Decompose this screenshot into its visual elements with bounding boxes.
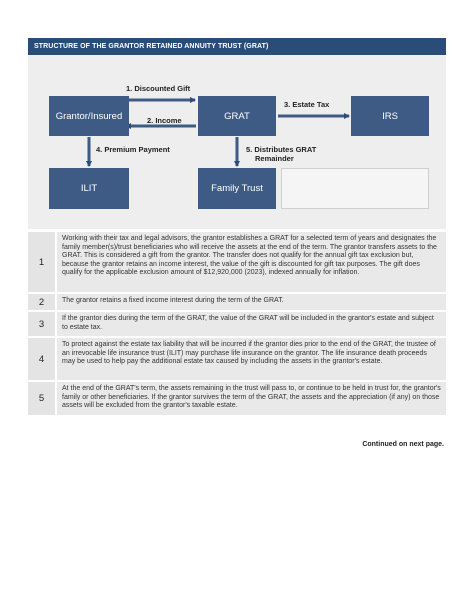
label-distributes-line1: 5. Distributes GRAT: [246, 145, 317, 154]
box-family-trust: Family Trust: [198, 168, 276, 209]
box-grat: GRAT: [198, 96, 276, 136]
row-number: 3: [28, 312, 55, 336]
label-distributes-line2: Remainder: [255, 154, 294, 163]
label-discounted-gift: 1. Discounted Gift: [126, 84, 191, 93]
box-ilit: ILIT: [49, 168, 129, 209]
row-number: 1: [28, 232, 55, 292]
table-row: [28, 294, 446, 310]
row-text: To protect against the estate tax liability that will be incurred if the grantor dies prior to the end of the GRAT, the trustee of an irrevocable life insurance trust (ILIT) may purchase life insurance on the grantor. The life insurance death proceeds may be used to help pay the additional estate tax caused by including the assets in the grantor's estate.: [57, 338, 446, 380]
explanation-table: [28, 232, 446, 417]
continued-note: Continued on next page.: [362, 441, 444, 448]
table-row: [28, 338, 446, 380]
row-number: 4: [28, 338, 55, 380]
table-row: [28, 312, 446, 336]
label-income: 2. Income: [147, 116, 182, 125]
table-row: [28, 382, 446, 415]
box-empty-placeholder: [281, 168, 429, 209]
box-grantor: Grantor/Insured: [49, 96, 129, 136]
row-number: 5: [28, 382, 55, 415]
label-estate-tax: 3. Estate Tax: [284, 100, 330, 109]
table-row: [28, 232, 446, 292]
row-text: The grantor retains a fixed income interest during the term of the GRAT.: [57, 294, 446, 310]
box-irs: IRS: [351, 96, 429, 136]
row-text: If the grantor dies during the term of the GRAT, the value of the GRAT will be included in the grantor's estate and subject to estate tax.: [57, 312, 446, 336]
row-number: 2: [28, 294, 55, 310]
section-title: STRUCTURE OF THE GRANTOR RETAINED ANNUITY TRUST (GRAT): [28, 38, 446, 55]
label-premium-payment: 4. Premium Payment: [96, 145, 170, 154]
grat-structure-diagram: [28, 55, 446, 230]
row-text: At the end of the GRAT's term, the assets remaining in the trust will pass to, or continue to be held in trust for, the grantor's family or other beneficiaries. If the grantor survives the term of the GRAT, the assets and the appreciation (if any) on those assets will be excluded from the grantor's taxable estate.: [57, 382, 446, 415]
row-text: Working with their tax and legal advisors, the grantor establishes a GRAT for a selected term of years and designates the family member(s)/trust beneficiaries who will receive the assets at the end of the term. The grantor transfers assets to the GRAT. This is considered a gift from the grantor. The transfer does not qualify for the annual gift tax exclusion but, because the grantor retains an income interest, the value of the gift is discounted for gift tax purposes. The gift does qualify for the applicable exclusion amount of $12,920,000 (2023), indexed annually for inflation.: [57, 232, 446, 292]
